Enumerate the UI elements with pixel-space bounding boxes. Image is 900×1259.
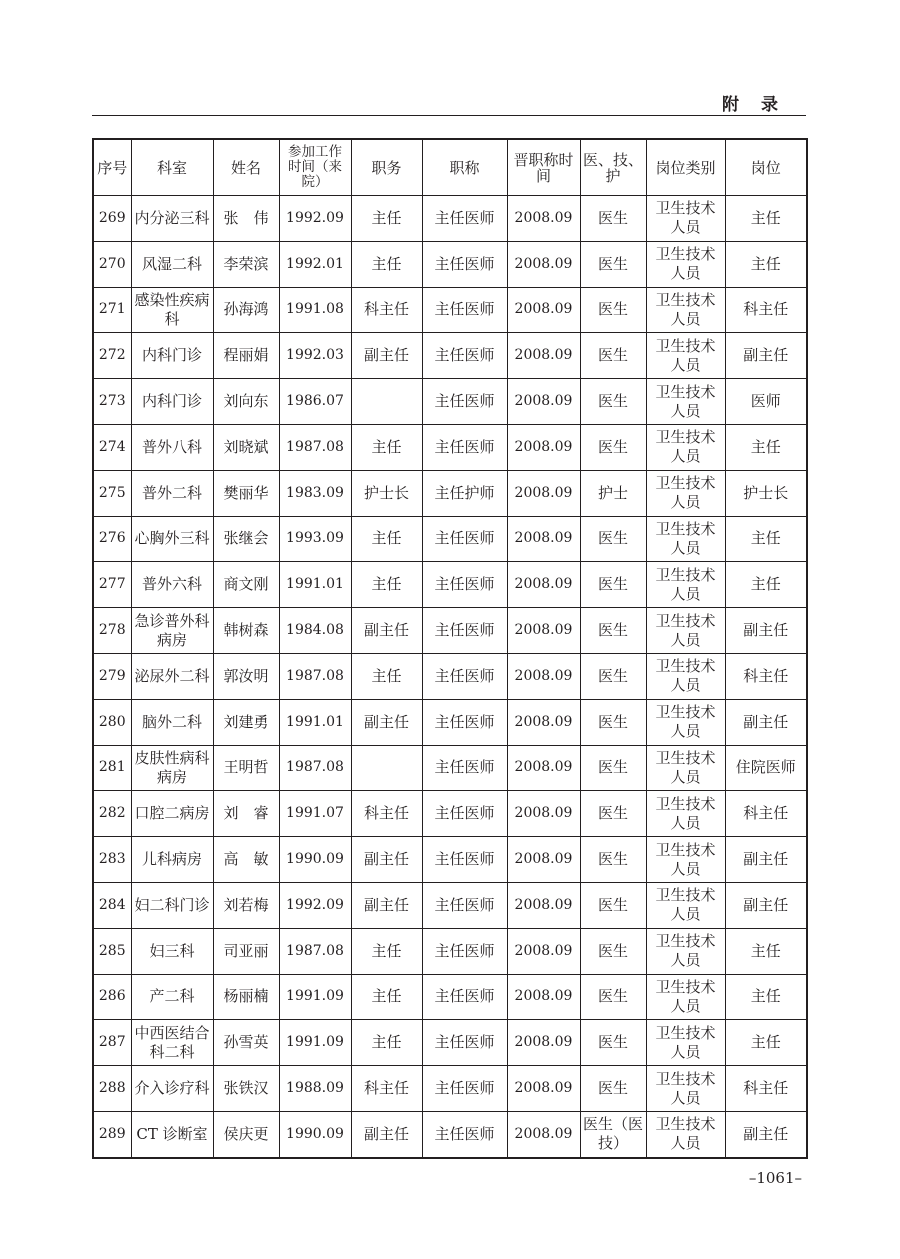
column-header: 姓名 [213,139,279,196]
cell-position: 主任 [351,653,422,699]
cell-post: 副主任 [725,837,807,883]
column-header: 职称 [422,139,507,196]
cell-category: 医生 [580,1020,646,1066]
table-row [93,837,807,883]
table-row [93,699,807,745]
cell-name: 商文刚 [213,562,279,608]
cell-name: 王明哲 [213,745,279,791]
cell-post: 副主任 [725,333,807,379]
cell-department: 内分泌三科 [131,196,213,242]
cell-promotion-date: 2008.09 [507,470,580,516]
cell-title: 主任医师 [422,287,507,333]
cell-name: 刘向东 [213,379,279,425]
cell-post-type: 卫生技术人员 [646,241,725,287]
cell-position [351,745,422,791]
cell-title: 主任医师 [422,608,507,654]
cell-post: 科主任 [725,791,807,837]
cell-promotion-date: 2008.09 [507,241,580,287]
cell-start-date: 1991.09 [279,974,351,1020]
header-rule [92,115,806,116]
cell-department: 泌尿外二科 [131,653,213,699]
cell-category: 医生 [580,653,646,699]
cell-title: 主任医师 [422,424,507,470]
header-title: 附录 [722,95,800,115]
cell-department: CT 诊断室 [131,1111,213,1157]
cell-post: 主任 [725,928,807,974]
column-header: 序号 [93,139,131,196]
table-row [93,745,807,791]
cell-post: 主任 [725,516,807,562]
table-row [93,424,807,470]
cell-index: 282 [93,791,131,837]
cell-post: 副主任 [725,699,807,745]
cell-promotion-date: 2008.09 [507,699,580,745]
cell-name: 高 敏 [213,837,279,883]
cell-post-type: 卫生技术人员 [646,562,725,608]
table-header-row [93,139,807,196]
cell-post-type: 卫生技术人员 [646,608,725,654]
cell-title: 主任护师 [422,470,507,516]
table-row [93,791,807,837]
page-header [92,88,806,116]
cell-position: 主任 [351,516,422,562]
cell-index: 286 [93,974,131,1020]
cell-position: 副主任 [351,699,422,745]
cell-promotion-date: 2008.09 [507,196,580,242]
cell-promotion-date: 2008.09 [507,882,580,928]
cell-index: 287 [93,1020,131,1066]
cell-name: 韩树森 [213,608,279,654]
cell-index: 289 [93,1111,131,1157]
cell-position: 主任 [351,562,422,608]
table-row [93,1020,807,1066]
cell-category: 医生 [580,745,646,791]
cell-post-type: 卫生技术人员 [646,974,725,1020]
cell-post-type: 卫生技术人员 [646,791,725,837]
cell-index: 270 [93,241,131,287]
cell-category: 医生 [580,424,646,470]
cell-start-date: 1991.08 [279,287,351,333]
cell-promotion-date: 2008.09 [507,333,580,379]
cell-post: 主任 [725,241,807,287]
cell-promotion-date: 2008.09 [507,974,580,1020]
cell-name: 樊丽华 [213,470,279,516]
table-row [93,882,807,928]
cell-index: 279 [93,653,131,699]
cell-title: 主任医师 [422,837,507,883]
cell-promotion-date: 2008.09 [507,287,580,333]
cell-post: 副主任 [725,608,807,654]
cell-promotion-date: 2008.09 [507,745,580,791]
table-row [93,516,807,562]
table-row [93,379,807,425]
cell-name: 刘若梅 [213,882,279,928]
cell-promotion-date: 2008.09 [507,1066,580,1112]
cell-title: 主任医师 [422,928,507,974]
cell-title: 主任医师 [422,882,507,928]
column-header: 参加工作时间（来院） [279,139,351,196]
cell-position: 科主任 [351,791,422,837]
staff-table [92,138,808,1159]
cell-position [351,379,422,425]
cell-title: 主任医师 [422,379,507,425]
cell-index: 285 [93,928,131,974]
cell-post-type: 卫生技术人员 [646,424,725,470]
cell-start-date: 1990.09 [279,1111,351,1157]
table-row [93,470,807,516]
cell-name: 张继会 [213,516,279,562]
cell-post: 科主任 [725,653,807,699]
cell-start-date: 1983.09 [279,470,351,516]
table-row [93,608,807,654]
column-header: 科室 [131,139,213,196]
cell-post: 护士长 [725,470,807,516]
cell-post: 科主任 [725,287,807,333]
cell-department: 中西医结合科二科 [131,1020,213,1066]
cell-promotion-date: 2008.09 [507,562,580,608]
cell-title: 主任医师 [422,1066,507,1112]
cell-title: 主任医师 [422,699,507,745]
cell-start-date: 1992.03 [279,333,351,379]
cell-post-type: 卫生技术人员 [646,196,725,242]
cell-position: 副主任 [351,333,422,379]
cell-index: 280 [93,699,131,745]
cell-start-date: 1987.08 [279,928,351,974]
page-number: –1061– [748,1169,802,1187]
cell-position: 主任 [351,974,422,1020]
cell-title: 主任医师 [422,974,507,1020]
cell-category: 医生 [580,516,646,562]
cell-post: 住院医师 [725,745,807,791]
cell-index: 281 [93,745,131,791]
cell-title: 主任医师 [422,745,507,791]
cell-index: 272 [93,333,131,379]
cell-position: 主任 [351,241,422,287]
cell-department: 妇三科 [131,928,213,974]
cell-category: 医生 [580,333,646,379]
cell-promotion-date: 2008.09 [507,928,580,974]
cell-title: 主任医师 [422,562,507,608]
cell-position: 护士长 [351,470,422,516]
cell-index: 271 [93,287,131,333]
cell-post: 科主任 [725,1066,807,1112]
cell-category: 医生 [580,196,646,242]
cell-start-date: 1992.01 [279,241,351,287]
cell-index: 278 [93,608,131,654]
cell-name: 张铁汉 [213,1066,279,1112]
cell-index: 276 [93,516,131,562]
cell-post-type: 卫生技术人员 [646,699,725,745]
cell-name: 刘晓斌 [213,424,279,470]
cell-start-date: 1987.08 [279,424,351,470]
cell-title: 主任医师 [422,241,507,287]
cell-post: 副主任 [725,882,807,928]
cell-title: 主任医师 [422,653,507,699]
cell-index: 269 [93,196,131,242]
cell-index: 277 [93,562,131,608]
column-header: 晋职称时间 [507,139,580,196]
cell-department: 普外八科 [131,424,213,470]
cell-start-date: 1991.01 [279,562,351,608]
cell-start-date: 1992.09 [279,882,351,928]
cell-category: 医生 [580,608,646,654]
cell-promotion-date: 2008.09 [507,1111,580,1157]
cell-department: 心胸外三科 [131,516,213,562]
cell-name: 孙海鸿 [213,287,279,333]
cell-position: 副主任 [351,837,422,883]
cell-promotion-date: 2008.09 [507,608,580,654]
cell-post-type: 卫生技术人员 [646,516,725,562]
cell-name: 司亚丽 [213,928,279,974]
cell-name: 刘 睿 [213,791,279,837]
cell-post-type: 卫生技术人员 [646,379,725,425]
cell-post-type: 卫生技术人员 [646,882,725,928]
table-row [93,974,807,1020]
cell-promotion-date: 2008.09 [507,653,580,699]
cell-category: 医生 [580,562,646,608]
cell-name: 张 伟 [213,196,279,242]
cell-start-date: 1991.01 [279,699,351,745]
table-row [93,1111,807,1157]
cell-index: 288 [93,1066,131,1112]
cell-start-date: 1991.07 [279,791,351,837]
cell-post-type: 卫生技术人员 [646,470,725,516]
cell-department: 内科门诊 [131,379,213,425]
cell-category: 医生 [580,287,646,333]
column-header: 医、技、护 [580,139,646,196]
cell-start-date: 1988.09 [279,1066,351,1112]
cell-post: 主任 [725,424,807,470]
cell-start-date: 1991.09 [279,1020,351,1066]
cell-title: 主任医师 [422,196,507,242]
cell-position: 主任 [351,1020,422,1066]
column-header: 岗位类别 [646,139,725,196]
table-row [93,653,807,699]
cell-category: 医生 [580,379,646,425]
cell-position: 副主任 [351,608,422,654]
cell-department: 感染性疾病科 [131,287,213,333]
cell-name: 刘建勇 [213,699,279,745]
cell-department: 产二科 [131,974,213,1020]
cell-index: 274 [93,424,131,470]
cell-post-type: 卫生技术人员 [646,928,725,974]
cell-post-type: 卫生技术人员 [646,287,725,333]
cell-post-type: 卫生技术人员 [646,333,725,379]
cell-index: 283 [93,837,131,883]
cell-promotion-date: 2008.09 [507,1020,580,1066]
cell-department: 普外六科 [131,562,213,608]
cell-position: 主任 [351,196,422,242]
cell-category: 医生 [580,928,646,974]
cell-department: 口腔二病房 [131,791,213,837]
cell-position: 副主任 [351,1111,422,1157]
cell-title: 主任医师 [422,333,507,379]
table-row [93,1066,807,1112]
cell-post-type: 卫生技术人员 [646,1111,725,1157]
cell-post: 主任 [725,974,807,1020]
cell-name: 李荣滨 [213,241,279,287]
cell-position: 主任 [351,424,422,470]
cell-category: 护士 [580,470,646,516]
cell-department: 妇二科门诊 [131,882,213,928]
table-row [93,928,807,974]
cell-post: 医师 [725,379,807,425]
cell-position: 主任 [351,928,422,974]
cell-promotion-date: 2008.09 [507,791,580,837]
cell-post-type: 卫生技术人员 [646,1020,725,1066]
column-header: 岗位 [725,139,807,196]
cell-post: 副主任 [725,1111,807,1157]
cell-promotion-date: 2008.09 [507,424,580,470]
cell-post-type: 卫生技术人员 [646,653,725,699]
cell-name: 侯庆更 [213,1111,279,1157]
cell-start-date: 1993.09 [279,516,351,562]
cell-start-date: 1986.07 [279,379,351,425]
cell-department: 内科门诊 [131,333,213,379]
cell-index: 284 [93,882,131,928]
cell-title: 主任医师 [422,516,507,562]
cell-post-type: 卫生技术人员 [646,1066,725,1112]
column-header: 职务 [351,139,422,196]
cell-category: 医生 [580,241,646,287]
cell-department: 脑外二科 [131,699,213,745]
cell-category: 医生 [580,882,646,928]
cell-start-date: 1990.09 [279,837,351,883]
table-row [93,333,807,379]
cell-start-date: 1992.09 [279,196,351,242]
cell-post: 主任 [725,196,807,242]
cell-post-type: 卫生技术人员 [646,837,725,883]
cell-department: 介入诊疗科 [131,1066,213,1112]
table-row [93,241,807,287]
cell-category: 医生 [580,699,646,745]
cell-department: 急诊普外科病房 [131,608,213,654]
cell-category: 医生 [580,791,646,837]
cell-department: 风湿二科 [131,241,213,287]
cell-start-date: 1987.08 [279,745,351,791]
cell-post: 主任 [725,562,807,608]
cell-department: 儿科病房 [131,837,213,883]
cell-promotion-date: 2008.09 [507,379,580,425]
table-row [93,196,807,242]
cell-position: 副主任 [351,882,422,928]
table-row [93,562,807,608]
cell-title: 主任医师 [422,1020,507,1066]
cell-department: 普外二科 [131,470,213,516]
cell-category: 医生 [580,837,646,883]
cell-start-date: 1984.08 [279,608,351,654]
cell-name: 程丽娟 [213,333,279,379]
cell-title: 主任医师 [422,1111,507,1157]
cell-department: 皮肤性病科病房 [131,745,213,791]
cell-name: 杨丽楠 [213,974,279,1020]
cell-start-date: 1987.08 [279,653,351,699]
cell-category: 医生（医技） [580,1111,646,1157]
cell-category: 医生 [580,1066,646,1112]
table-row [93,287,807,333]
cell-index: 275 [93,470,131,516]
cell-category: 医生 [580,974,646,1020]
cell-post-type: 卫生技术人员 [646,745,725,791]
cell-title: 主任医师 [422,791,507,837]
cell-name: 孙雪英 [213,1020,279,1066]
cell-post: 主任 [725,1020,807,1066]
cell-name: 郭汝明 [213,653,279,699]
cell-position: 科主任 [351,1066,422,1112]
cell-promotion-date: 2008.09 [507,837,580,883]
cell-position: 科主任 [351,287,422,333]
cell-index: 273 [93,379,131,425]
cell-promotion-date: 2008.09 [507,516,580,562]
